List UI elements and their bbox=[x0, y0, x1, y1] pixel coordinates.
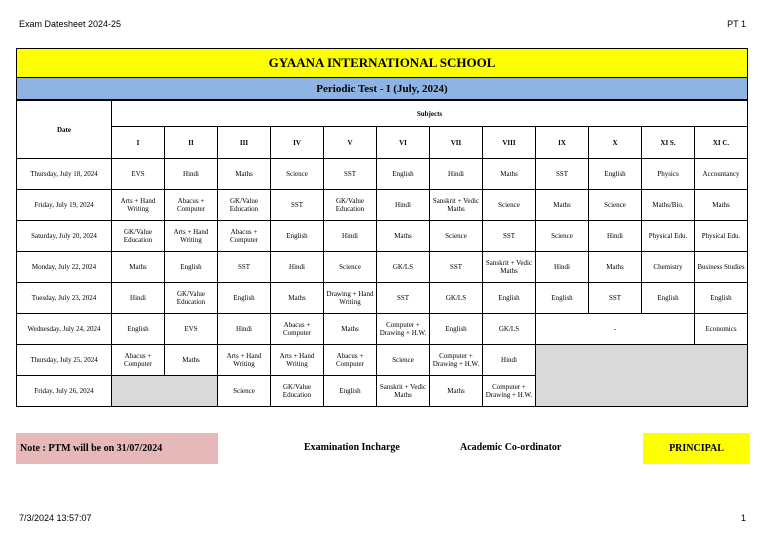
subject-cell: Computer + Drawing + H.W. bbox=[430, 345, 483, 376]
subject-cell: GK/Value Education bbox=[271, 376, 324, 407]
subject-cell: Arts + Hand Writing bbox=[218, 345, 271, 376]
subject-cell: English bbox=[430, 314, 483, 345]
subject-cell: GK/Value Education bbox=[165, 283, 218, 314]
subject-cell: Science bbox=[483, 190, 536, 221]
class-header: V bbox=[324, 127, 377, 159]
subject-cell: Drawing + Hand Writing bbox=[324, 283, 377, 314]
class-header: X bbox=[589, 127, 642, 159]
subject-cell: English bbox=[218, 283, 271, 314]
subject-cell: Hindi bbox=[324, 221, 377, 252]
subject-cell: Arts + Hand Writing bbox=[271, 345, 324, 376]
subject-cell: Computer + Drawing + H.W. bbox=[483, 376, 536, 407]
class-header: I bbox=[112, 127, 165, 159]
subject-cell: Maths bbox=[589, 252, 642, 283]
subject-cell: GK/LS bbox=[377, 252, 430, 283]
subject-cell: Maths bbox=[324, 314, 377, 345]
subject-cell: Science bbox=[536, 221, 589, 252]
subject-cell: English bbox=[377, 159, 430, 190]
class-header: IV bbox=[271, 127, 324, 159]
subject-cell: English bbox=[112, 314, 165, 345]
subject-cell: Maths bbox=[112, 252, 165, 283]
subject-cell: Hindi bbox=[112, 283, 165, 314]
subject-cell: Physical Edu. bbox=[642, 221, 695, 252]
table-row bbox=[17, 159, 748, 190]
subjects-header: Subjects bbox=[112, 101, 748, 127]
subject-cell: Hindi bbox=[165, 159, 218, 190]
table-row bbox=[17, 283, 748, 314]
subject-cell: Science bbox=[324, 252, 377, 283]
date-cell: Friday, July 19, 2024 bbox=[17, 190, 112, 221]
table-row bbox=[17, 190, 748, 221]
subject-cell: GK/Value Education bbox=[112, 221, 165, 252]
table-row bbox=[17, 252, 748, 283]
subject-cell: Abacus + Computer bbox=[165, 190, 218, 221]
date-cell: Friday, July 26, 2024 bbox=[17, 376, 112, 407]
class-header: VIII bbox=[483, 127, 536, 159]
subject-cell: Hindi bbox=[483, 345, 536, 376]
subject-cell: Physical Edu. bbox=[695, 221, 748, 252]
blank-cell bbox=[536, 345, 748, 407]
subject-cell: GK/Value Education bbox=[324, 190, 377, 221]
principal-label: PRINCIPAL bbox=[643, 433, 750, 464]
table-row bbox=[17, 221, 748, 252]
subject-cell: Sanskrit + Vedic Maths bbox=[483, 252, 536, 283]
subject-cell: Chemistry bbox=[642, 252, 695, 283]
subject-cell: Maths bbox=[165, 345, 218, 376]
subject-cell: English bbox=[271, 221, 324, 252]
subject-cell: Abacus + Computer bbox=[112, 345, 165, 376]
test-name-banner: Periodic Test - I (July, 2024) bbox=[16, 78, 748, 100]
subject-cell: Computer + Drawing + H.W. bbox=[377, 314, 430, 345]
subject-cell: English bbox=[589, 159, 642, 190]
table-row bbox=[17, 345, 748, 376]
subject-cell: English bbox=[642, 283, 695, 314]
subject-cell: SST bbox=[271, 190, 324, 221]
subject-cell: SST bbox=[218, 252, 271, 283]
date-cell: Saturday, July 20, 2024 bbox=[17, 221, 112, 252]
examination-incharge-label: Examination Incharge bbox=[304, 442, 400, 453]
subject-cell: Hindi bbox=[377, 190, 430, 221]
subject-cell: English bbox=[165, 252, 218, 283]
subject-cell: Science bbox=[430, 221, 483, 252]
datesheet-table bbox=[16, 100, 748, 407]
class-header: IX bbox=[536, 127, 589, 159]
subject-cell: Sanskrit + Vedic Maths bbox=[430, 190, 483, 221]
subject-cell: Maths bbox=[430, 376, 483, 407]
page-header-code: PT 1 bbox=[727, 19, 746, 29]
subject-cell: SST bbox=[324, 159, 377, 190]
subject-cell: SST bbox=[483, 221, 536, 252]
subject-cell: Maths bbox=[218, 159, 271, 190]
print-timestamp: 7/3/2024 13:57:07 bbox=[19, 513, 92, 523]
subject-cell: Sanskrit + Vedic Maths bbox=[377, 376, 430, 407]
subject-cell: Arts + Hand Writing bbox=[165, 221, 218, 252]
date-column-header: Date bbox=[17, 101, 112, 159]
class-header: XI S. bbox=[642, 127, 695, 159]
subject-cell: GK/LS bbox=[483, 314, 536, 345]
subject-cell: Economics bbox=[695, 314, 748, 345]
subject-cell: Hindi bbox=[536, 252, 589, 283]
subject-cell-dash: - bbox=[536, 314, 695, 345]
subject-cell: GK/Value Education bbox=[218, 190, 271, 221]
class-header: II bbox=[165, 127, 218, 159]
page-header-title: Exam Datesheet 2024-25 bbox=[19, 19, 122, 29]
subject-cell: Maths/Bio. bbox=[642, 190, 695, 221]
subject-cell: Abacus + Computer bbox=[271, 314, 324, 345]
subject-cell: SST bbox=[377, 283, 430, 314]
subject-cell: Hindi bbox=[218, 314, 271, 345]
subject-cell: EVS bbox=[165, 314, 218, 345]
subject-cell: Accountancy bbox=[695, 159, 748, 190]
class-header: VI bbox=[377, 127, 430, 159]
subject-cell: Science bbox=[218, 376, 271, 407]
page-number: 1 bbox=[740, 513, 746, 523]
school-name-banner: GYAANA INTERNATIONAL SCHOOL bbox=[16, 48, 748, 78]
subject-cell: SST bbox=[430, 252, 483, 283]
subject-cell: Business Studies bbox=[695, 252, 748, 283]
subject-cell: English bbox=[483, 283, 536, 314]
subject-cell: SST bbox=[536, 159, 589, 190]
date-cell: Tuesday, July 23, 2024 bbox=[17, 283, 112, 314]
subject-cell: SST bbox=[589, 283, 642, 314]
subject-cell: English bbox=[536, 283, 589, 314]
class-header: XI C. bbox=[695, 127, 748, 159]
subject-cell: Hindi bbox=[271, 252, 324, 283]
subject-cell: Science bbox=[271, 159, 324, 190]
date-cell: Monday, July 22, 2024 bbox=[17, 252, 112, 283]
subject-cell: EVS bbox=[112, 159, 165, 190]
subject-cell: Maths bbox=[536, 190, 589, 221]
subject-cell: Maths bbox=[271, 283, 324, 314]
table-row bbox=[17, 314, 748, 345]
date-cell: Thursday, July 25, 2024 bbox=[17, 345, 112, 376]
subject-cell: Hindi bbox=[589, 221, 642, 252]
ptm-note: Note : PTM will be on 31/07/2024 bbox=[16, 433, 218, 464]
blank-cell bbox=[112, 376, 218, 407]
subject-cell: Arts + Hand Writing bbox=[112, 190, 165, 221]
subject-cell: English bbox=[324, 376, 377, 407]
subject-cell: Maths bbox=[377, 221, 430, 252]
class-header: VII bbox=[430, 127, 483, 159]
academic-coordinator-label: Academic Co-ordinator bbox=[460, 442, 562, 453]
subject-cell: Maths bbox=[695, 190, 748, 221]
subject-cell: Abacus + Computer bbox=[218, 221, 271, 252]
date-cell: Wednesday, July 24, 2024 bbox=[17, 314, 112, 345]
subject-cell: Science bbox=[589, 190, 642, 221]
subject-cell: GK/LS bbox=[430, 283, 483, 314]
subject-cell: Physics bbox=[642, 159, 695, 190]
subject-cell: Hindi bbox=[430, 159, 483, 190]
subject-cell: Abacus + Computer bbox=[324, 345, 377, 376]
date-cell: Thursday, July 18, 2024 bbox=[17, 159, 112, 190]
subject-cell: English bbox=[695, 283, 748, 314]
subject-cell: Maths bbox=[483, 159, 536, 190]
subject-cell: Science bbox=[377, 345, 430, 376]
class-header: III bbox=[218, 127, 271, 159]
